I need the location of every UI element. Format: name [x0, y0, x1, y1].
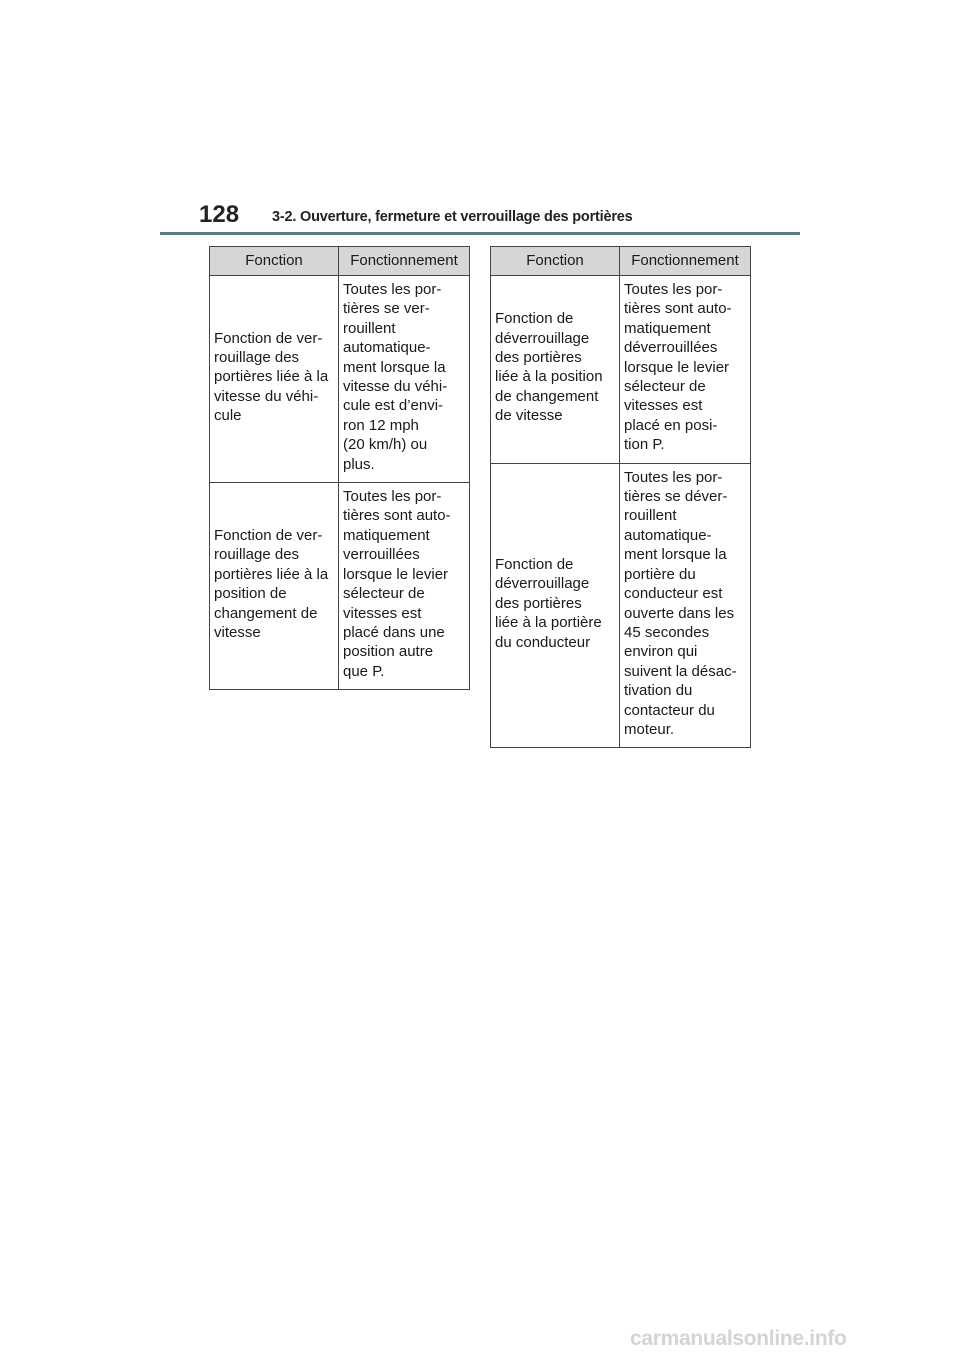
column-header-operation: Fonctionnement	[339, 247, 470, 276]
table-row	[491, 276, 751, 464]
operation-cell: Toutes les por- tières se déver- rouillent automatique- ment lorsque la portière du conducteur est ouverte dans les 45 secondes environ qui suivent la désac- tivation du contacteur du moteur.	[620, 463, 751, 748]
function-cell: Fonction de déverrouillage des portières liée à la position de changement de vitesse	[491, 276, 620, 464]
table-header-row	[491, 247, 751, 276]
table-header-row	[210, 247, 470, 276]
column-header-function: Fonction	[491, 247, 620, 276]
watermark: carmanualsonline.info	[630, 1327, 847, 1350]
page-number: 128	[199, 201, 240, 228]
column-header-operation: Fonctionnement	[620, 247, 751, 276]
column-header-function: Fonction	[210, 247, 339, 276]
table-row	[210, 276, 470, 483]
function-table-left	[209, 246, 470, 690]
function-cell: Fonction de ver- rouillage des portières liée à la position de changement de vitesse	[210, 483, 339, 690]
operation-cell: Toutes les por- tières se ver- rouillent automatique- ment lorsque la vitesse du véhi- cule est d’envi- ron 12 mph (20 km/h) ou plus.	[339, 276, 470, 483]
function-cell: Fonction de déverrouillage des portières liée à la portière du conducteur	[491, 463, 620, 748]
operation-cell: Toutes les por- tières sont auto- matiquement verrouillées lorsque le levier sélecteur de vitesses est placé dans une position autre que P.	[339, 483, 470, 690]
table-row	[210, 483, 470, 690]
table-row	[491, 463, 751, 748]
operation-cell: Toutes les por- tières sont auto- matiquement déverrouillées lorsque le levier sélecteur de vitesses est placé en posi- tion P.	[620, 276, 751, 464]
function-table-right	[490, 246, 751, 748]
header-rule	[160, 232, 800, 235]
function-cell: Fonction de ver- rouillage des portières liée à la vitesse du véhi- cule	[210, 276, 339, 483]
section-title: 3-2. Ouverture, fermeture et verrouillage des portières	[272, 209, 633, 225]
